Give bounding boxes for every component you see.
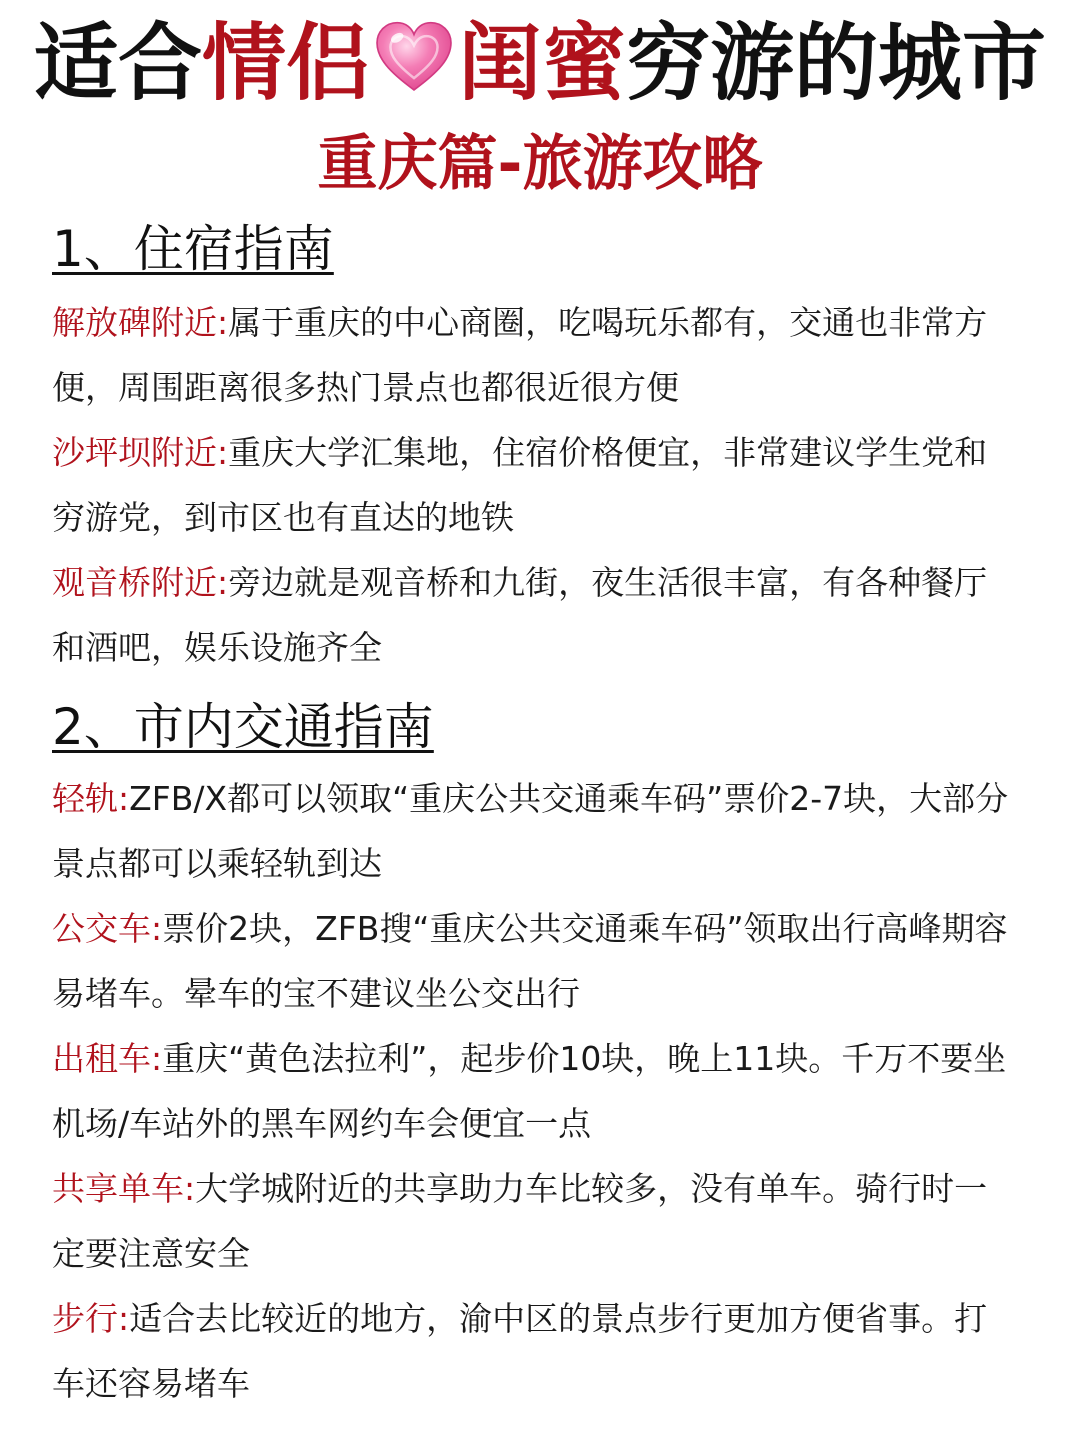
paragraph-jiefangbei <box>52 290 1012 420</box>
item-text: ZFB/X都可以领取“重庆公共交通乘车码”票价2-7块，大部分景点都可以乘轻轨到达 <box>52 779 1009 883</box>
paragraph-shapingba <box>52 420 1012 550</box>
page-title <box>0 8 1080 118</box>
pink-heart-icon <box>372 16 456 100</box>
title-part-3: 闺蜜 <box>458 14 627 112</box>
title-part-2: 情侣 <box>201 14 370 112</box>
page-subtitle: 重庆篇-旅游攻略 <box>317 129 763 199</box>
title-part-4: 穷游的城市 <box>626 14 1047 112</box>
item-label: 轻轨: <box>52 779 130 818</box>
item-label: 沙坪坝附近: <box>52 433 229 472</box>
item-label: 步行: <box>52 1299 130 1338</box>
item-text: 重庆大学汇集地，住宿价格便宜，非常建议学生党和穷游党，到市区也有直达的地铁 <box>52 433 988 537</box>
section-heading-accommodation: 1、住宿指南 <box>52 220 334 278</box>
item-label: 出租车: <box>52 1039 163 1078</box>
item-text: 适合去比较近的地方，渝中区的景点步行更加方便省事。打车还容易堵车 <box>52 1299 988 1403</box>
item-label: 观音桥附近: <box>52 563 229 602</box>
paragraph-light-rail <box>52 766 1012 896</box>
item-label: 解放碑附近: <box>52 303 229 342</box>
paragraph-bus <box>52 896 1012 1026</box>
item-text: 重庆“黄色法拉利”，起步价10块，晚上11块。千万不要坐机场/车站外的黑车网约车会便宜一点 <box>52 1039 1007 1143</box>
paragraph-walking <box>52 1286 1012 1416</box>
item-label: 公交车: <box>52 909 163 948</box>
item-label: 共享单车: <box>52 1169 196 1208</box>
section-heading-transport: 2、市内交通指南 <box>52 698 434 756</box>
paragraph-taxi <box>52 1026 1012 1156</box>
title-part-1: 适合 <box>33 14 202 112</box>
item-text: 票价2块，ZFB搜“重庆公共交通乘车码”领取出行高峰期容易堵车。晕车的宝不建议坐公交出行 <box>52 909 1008 1013</box>
item-text: 旁边就是观音桥和九街，夜生活很丰富，有各种餐厅和酒吧，娱乐设施齐全 <box>52 563 988 667</box>
paragraph-shared-bike <box>52 1156 1012 1286</box>
item-text: 属于重庆的中心商圈，吃喝玩乐都有，交通也非常方便，周围距离很多热门景点也都很近很方便 <box>52 303 988 407</box>
paragraph-guanyinqiao <box>52 550 1012 680</box>
item-text: 大学城附近的共享助力车比较多，没有单车。骑行时一定要注意安全 <box>52 1169 988 1273</box>
